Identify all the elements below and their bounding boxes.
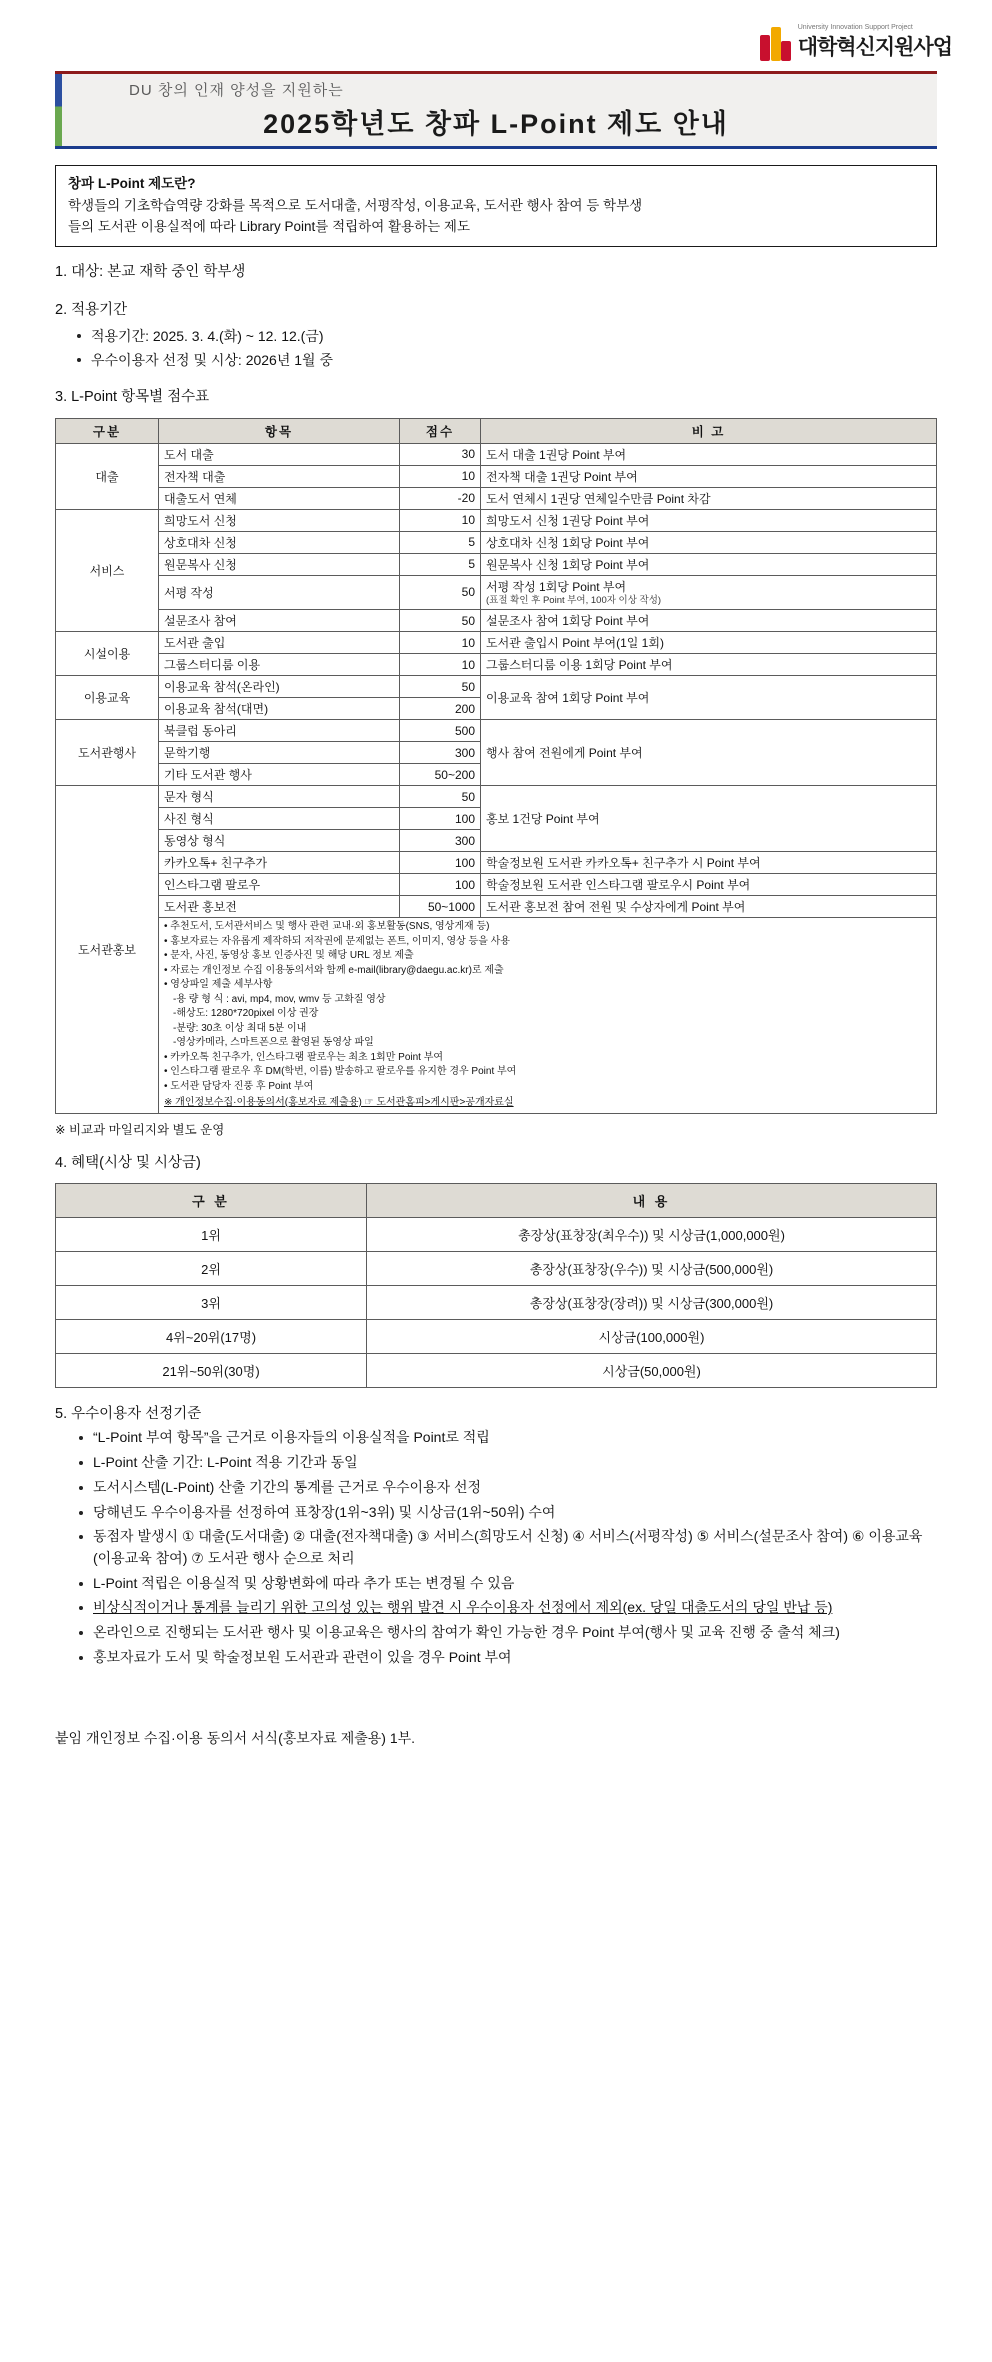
mileage-note: ※ 비교과 마일리지와 별도 운영 <box>55 1122 225 1137</box>
promo-note: • 인스타그램 팔로우 후 DM(학번, 이름) 발송하고 팔로우를 유지한 경우 Point 부여 <box>164 1066 517 1078</box>
promo-note: • 추천도서, 도서관서비스 및 행사 관련 교내·외 홍보활동(SNS, 영상게재 등) <box>164 921 490 933</box>
col-rank: 구 분 <box>56 1184 367 1218</box>
score-value: 10 <box>400 654 481 676</box>
section-5-heading: 5. 우수이용자 선정기준 <box>55 1406 202 1423</box>
score-value: 50~200 <box>400 764 481 786</box>
score-value: 100 <box>400 808 481 830</box>
award-value: 총장상(표창장(장려)) 및 시상금(300,000원) <box>367 1286 937 1320</box>
table-row <box>56 632 937 654</box>
col-category: 구분 <box>56 418 159 443</box>
score-value: 50 <box>400 786 481 808</box>
list-item: L-Point 산출 기간: L-Point 적용 기간과 동일 <box>77 1452 937 1474</box>
promo-note: • 영상파일 제출 세부사항 <box>164 979 273 991</box>
period-list <box>55 325 937 372</box>
intro-line-1: 학생들의 기초학습역량 강화를 목적으로 도서대출, 서평작성, 이용교육, 도서관 행사 참여 등 학부생 <box>68 198 643 214</box>
table-header-row <box>56 418 937 443</box>
item-label: 사진 형식 <box>159 808 400 830</box>
note-text: 학술정보원 도서관 카카오톡+ 친구추가 시 Point 부여 <box>481 852 937 874</box>
score-value: 5 <box>400 553 481 575</box>
points-table <box>55 418 937 1114</box>
table-row <box>56 509 937 531</box>
note-subtext: (표절 확인 후 Point 부여, 100자 이상 작성) <box>486 594 662 606</box>
logo-text-wrap <box>798 24 952 61</box>
note-text: 학술정보원 도서관 인스타그램 팔로우시 Point 부여 <box>481 874 937 896</box>
table-row <box>56 654 937 676</box>
list-item: 홍보자료가 도서 및 학술정보원 도서관과 관련이 있을 경우 Point 부여 <box>77 1647 937 1669</box>
item-label: 설문조사 참여 <box>159 610 400 632</box>
table-row <box>56 874 937 896</box>
item-label: 도서관 출입 <box>159 632 400 654</box>
promo-note: -용 량 형 식 : avi, mp4, mov, wmv 등 고화질 영상 <box>173 993 386 1005</box>
section-benefit <box>55 1152 937 1176</box>
list-item: 도서시스템(L-Point) 산출 기간의 통계를 근거로 우수이용자 선정 <box>77 1477 937 1499</box>
promo-note: • 문자, 사진, 동영상 홍보 인증사진 및 해당 URL 정보 제출 <box>164 950 414 962</box>
title-block <box>55 71 937 149</box>
item-label: 상호대차 신청 <box>159 531 400 553</box>
item-label: 희망도서 신청 <box>159 509 400 531</box>
list-item: 적용기간: 2025. 3. 4.(화) ~ 12. 12.(금) <box>77 325 937 348</box>
note-text: 원문복사 신청 1회당 Point 부여 <box>481 553 937 575</box>
score-value: 200 <box>400 698 481 720</box>
note-text: 상호대차 신청 1회당 Point 부여 <box>481 531 937 553</box>
col-score: 점수 <box>400 418 481 443</box>
table-row <box>56 443 937 465</box>
score-value: 5 <box>400 531 481 553</box>
table-row <box>56 531 937 553</box>
group-label: 시설이용 <box>56 632 159 676</box>
section-period <box>55 299 937 372</box>
item-label: 이용교육 참석(대면) <box>159 698 400 720</box>
item-label: 동영상 형식 <box>159 830 400 852</box>
list-item: 온라인으로 진행되는 도서관 행사 및 이용교육은 행사의 참여가 확인 가능한 경우 Point 부여(행사 및 교육 진행 중 출석 체크) <box>77 1622 937 1644</box>
table-row <box>56 852 937 874</box>
item-label: 전자책 대출 <box>159 465 400 487</box>
score-value: 30 <box>400 443 481 465</box>
table-row-promo-notes <box>56 918 937 1114</box>
table-row <box>56 487 937 509</box>
score-value: 50~1000 <box>400 896 481 918</box>
attachment-note: 붙임 개인정보 수집·이용 동의서 서식(홍보자료 제출용) 1부. <box>55 1730 416 1747</box>
intro-title: 창파 L-Point 제도란? <box>68 176 196 191</box>
item-label: 도서관 홍보전 <box>159 896 400 918</box>
logo-mark-icon <box>760 25 790 61</box>
item-label: 북클럽 동아리 <box>159 720 400 742</box>
score-value: -20 <box>400 487 481 509</box>
note-text: 희망도서 신청 1권당 Point 부여 <box>481 509 937 531</box>
university-logo <box>760 24 952 61</box>
list-item: 비상식적이거나 통계를 늘리기 위한 고의성 있는 행위 발견 시 우수이용자 선정에서 제외(ex. 당일 대출도서의 당일 반납 등) <box>77 1597 937 1619</box>
promo-notes-cell <box>159 918 937 1114</box>
group-label: 이용교육 <box>56 676 159 720</box>
item-label: 기타 도서관 행사 <box>159 764 400 786</box>
item-label: 인스타그램 팔로우 <box>159 874 400 896</box>
table-row <box>56 465 937 487</box>
page-title: 2025학년도 창파 L-Point 제도 안내 <box>263 109 729 139</box>
note-text: 도서 대출 1권당 Point 부여 <box>481 443 937 465</box>
list-item: 우수이용자 선정 및 시상: 2026년 1월 중 <box>77 349 937 372</box>
list-item: “L-Point 부여 항목”을 근거로 이용자들의 이용실적을 Point로 적립 <box>77 1427 937 1449</box>
score-value: 100 <box>400 852 481 874</box>
table-row <box>56 610 937 632</box>
table-row <box>56 1252 937 1286</box>
promo-note: -해상도: 1280*720pixel 이상 권장 <box>173 1008 319 1020</box>
rank-value: 3위 <box>56 1286 367 1320</box>
item-label: 서평 작성 <box>159 575 400 609</box>
note-text: 전자책 대출 1권당 Point 부여 <box>481 465 937 487</box>
note-text: 이용교육 참여 1회당 Point 부여 <box>481 676 937 720</box>
score-value: 50 <box>400 610 481 632</box>
award-value: 총장상(표창장(최우수)) 및 시상금(1,000,000원) <box>367 1218 937 1252</box>
score-value: 50 <box>400 676 481 698</box>
logo-label: 대학혁신지원사업 <box>797 36 952 59</box>
col-note: 비 고 <box>481 418 937 443</box>
table-row <box>56 1286 937 1320</box>
item-label: 이용교육 참석(온라인) <box>159 676 400 698</box>
col-item: 항목 <box>159 418 400 443</box>
group-label: 도서관홍보 <box>56 786 159 1114</box>
section-criteria <box>55 1402 937 1668</box>
table-row <box>56 786 937 808</box>
list-item: 동점자 발생시 ① 대출(도서대출) ② 대출(전자책대출) ③ 서비스(희망도서 신청) ④ 서비스(서평작성) ⑤ 서비스(설문조사 참여) ⑥ 이용교육(이용교육 참여) ⑦ 도서관 행사 순으로 처리 <box>77 1526 937 1569</box>
col-content: 내 용 <box>367 1184 937 1218</box>
note-text: 행사 참여 전원에게 Point 부여 <box>481 720 937 786</box>
group-label: 도서관행사 <box>56 720 159 786</box>
note-text: 그룹스터디룸 이용 1회당 Point 부여 <box>481 654 937 676</box>
note-text: 설문조사 참여 1회당 Point 부여 <box>481 610 937 632</box>
score-value: 300 <box>400 830 481 852</box>
item-label: 대출도서 연체 <box>159 487 400 509</box>
note-text: 도서관 출입시 Point 부여(1일 1회) <box>481 632 937 654</box>
item-label: 문자 형식 <box>159 786 400 808</box>
item-label: 문학기행 <box>159 742 400 764</box>
section-2-heading: 2. 적용기간 <box>55 301 128 318</box>
promo-note: -영상카메라, 스마트폰으로 촬영된 동영상 파일 <box>173 1037 374 1049</box>
score-value: 10 <box>400 465 481 487</box>
note-text: 홍보 1건당 Point 부여 <box>481 786 937 852</box>
item-label: 원문복사 신청 <box>159 553 400 575</box>
award-value: 시상금(50,000원) <box>367 1354 937 1388</box>
rank-value: 1위 <box>56 1218 367 1252</box>
promo-note: • 도서관 담당자 진풍 후 Point 부여 <box>164 1080 314 1092</box>
table-row <box>56 1354 937 1388</box>
header-logo-row <box>0 0 992 67</box>
rank-value: 4위~20위(17명) <box>56 1320 367 1354</box>
note-main: 서평 작성 1회당 Point 부여 <box>486 579 627 594</box>
list-item: 당해년도 우수이용자를 선정하여 표창장(1위~3위) 및 시상금(1위~50위) 수여 <box>77 1502 937 1524</box>
promo-note: • 홍보자료는 자유롭게 제작하되 저작권에 문제없는 폰트, 이미지, 영상 등을 사용 <box>164 935 510 947</box>
table-row <box>56 720 937 742</box>
table-row <box>56 575 937 609</box>
award-value: 총장상(표창장(우수)) 및 시상금(500,000원) <box>367 1252 937 1286</box>
intro-line-2: 들의 도서관 이용실적에 따라 Library Point를 적립하여 활용하는 제도 <box>68 218 470 234</box>
rank-value: 2위 <box>56 1252 367 1286</box>
group-label: 대출 <box>56 443 159 509</box>
logo-subtext: University Innovation Support Project <box>797 24 913 31</box>
item-label: 카카오톡+ 친구추가 <box>159 852 400 874</box>
promo-note-last: ※ 개인정보수집·이용동의서(홍보자료 제출용) ☞ 도서관홈피>게시판>공개자료실 <box>164 1097 514 1109</box>
promo-note: • 카카오톡 친구추가, 인스타그램 팔로우는 최초 1회만 Point 부여 <box>164 1051 444 1063</box>
table-row <box>56 896 937 918</box>
section-points <box>55 386 937 410</box>
score-value: 500 <box>400 720 481 742</box>
score-value: 10 <box>400 509 481 531</box>
table-row <box>56 553 937 575</box>
group-label: 서비스 <box>56 509 159 631</box>
section-1-heading: 1. 대상: 본교 재학 중인 학부생 <box>55 263 246 280</box>
table-row <box>56 1218 937 1252</box>
title-subtitle: DU 창의 인재 양성을 지원하는 <box>129 82 344 99</box>
item-label: 그룹스터디룸 이용 <box>159 654 400 676</box>
rank-value: 21위~50위(30명) <box>56 1354 367 1388</box>
award-value: 시상금(100,000원) <box>367 1320 937 1354</box>
score-value: 100 <box>400 874 481 896</box>
table-row <box>56 676 937 698</box>
item-label: 도서 대출 <box>159 443 400 465</box>
section-4-heading: 4. 혜택(시상 및 시상금) <box>55 1154 201 1171</box>
note-text: 도서관 홍보전 참여 전원 및 수상자에게 Point 부여 <box>481 896 937 918</box>
note-text: 도서 연체시 1권당 연체일수만큼 Point 차감 <box>481 487 937 509</box>
list-item: L-Point 적립은 이용실적 및 상황변화에 따라 추가 또는 변경될 수 있음 <box>77 1573 937 1595</box>
criteria-list <box>55 1427 937 1668</box>
section-3-heading: 3. L-Point 항목별 점수표 <box>55 388 210 405</box>
score-value: 300 <box>400 742 481 764</box>
score-value: 10 <box>400 632 481 654</box>
promo-note: • 자료는 개인정보 수집 이용동의서와 함께 e-mail(library@daegu.ac.kr)로 제출 <box>164 964 504 976</box>
promo-note: -분량: 30초 이상 최대 5분 이내 <box>173 1022 307 1034</box>
note-text <box>481 575 937 609</box>
intro-box <box>55 165 937 247</box>
table-row <box>56 1320 937 1354</box>
table-header-row <box>56 1184 937 1218</box>
benefit-table <box>55 1183 937 1388</box>
section-target <box>55 261 937 285</box>
score-value: 50 <box>400 575 481 609</box>
